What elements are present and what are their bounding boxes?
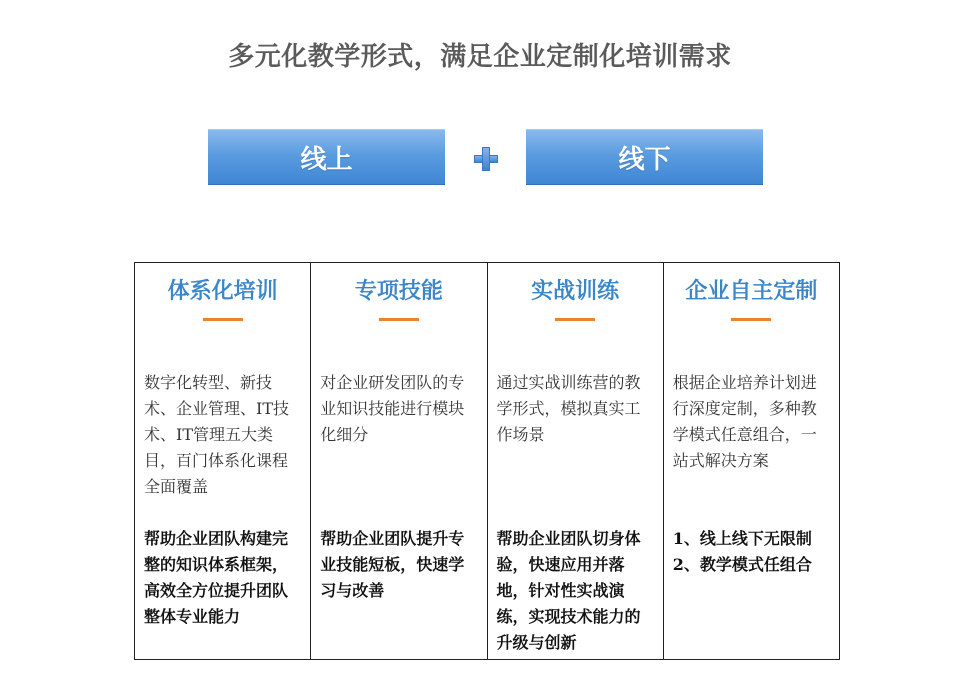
highlight-line: 帮助企业团队构建完整的知识体系框架，高效全方位提升团队整体专业能力: [144, 529, 289, 626]
column-title: 实战训练: [531, 279, 620, 304]
column-description: 通过实战训练营的教学形式，模拟真实工作场景: [496, 373, 641, 444]
column-title: 体系化培训: [167, 279, 278, 304]
title-underline: [731, 318, 771, 321]
column-practical-training: [488, 263, 664, 659]
highlight-line: 帮助企业团队提升专业技能短板，快速学习与改善: [320, 529, 465, 600]
highlight-line: 2、教学模式任组合: [672, 555, 812, 574]
column-highlight: [497, 526, 654, 656]
column-highlight: [144, 526, 301, 630]
column-description: 根据企业培养计划进行深度定制，多种教学模式任意组合，一站式解决方案: [672, 373, 817, 470]
column-highlight: [673, 526, 830, 578]
column-highlight: [320, 526, 477, 604]
column-description: 数字化转型、新技术、企业管理、IT技术、IT管理五大类目，百门体系化课程全面覆盖: [144, 373, 289, 496]
column-special-skills: [311, 263, 487, 659]
offline-mode-button[interactable]: 线下: [526, 129, 763, 185]
title-underline: [555, 318, 595, 321]
training-types-table: [134, 262, 840, 660]
highlight-line: 1、线上线下无限制: [672, 529, 812, 548]
column-title: 企业自主定制: [685, 279, 818, 304]
title-underline: [379, 318, 419, 321]
column-title: 专项技能: [354, 279, 443, 304]
highlight-line: 帮助企业团队切身体验，快速应用并落地，针对性实战演练，实现技术能力的升级与创新: [496, 529, 641, 652]
page-title: 多元化教学形式，满足企业定制化培训需求: [228, 42, 732, 72]
plus-icon: [474, 147, 498, 171]
online-mode-button[interactable]: 线上: [208, 129, 445, 185]
column-systematic-training: [135, 263, 311, 659]
title-underline: [203, 318, 243, 321]
column-description: 对企业研发团队的专业知识技能进行模块化细分: [320, 373, 465, 444]
column-custom-training: [664, 263, 839, 659]
